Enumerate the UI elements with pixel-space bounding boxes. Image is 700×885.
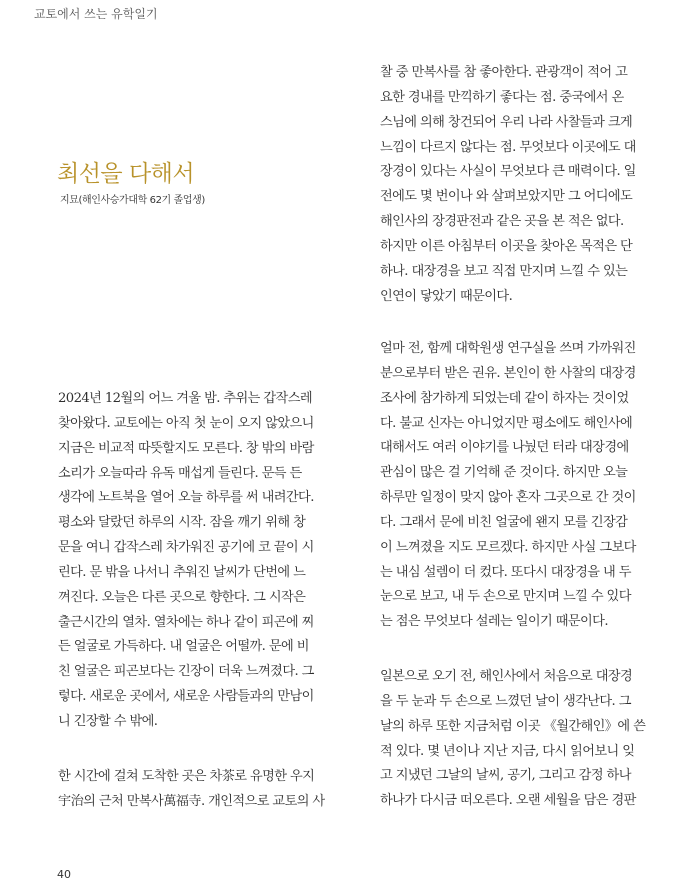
paragraph-line: 찾아왔다. 교토에는 아직 첫 눈이 오지 않았으니 [58,415,314,431]
paragraph-4 [380,337,636,635]
paragraph-line: 분으로부터 받은 권유. 본인이 한 사찰의 대장경 [380,365,636,381]
paragraph-line: 니 긴장할 수 밖에. [58,713,158,729]
paragraph-line: 친 얼굴은 피곤보다는 긴장이 더욱 느껴졌다. 그 [58,664,314,680]
paragraph-line: 렇다. 새로운 곳에서, 새로운 사람들과의 만남이 [58,689,314,705]
paragraph-line: 고 지냈던 그날의 날씨, 공기, 그리고 감정 하나 [380,768,631,784]
paragraph-line: 전에도 몇 번이나 와 살펴보았지만 그 어디에도 [380,189,633,205]
paragraph-1 [58,387,314,735]
paragraph-line: 2024년 12월의 어느 겨울 밤. 추위는 갑작스레 [58,391,312,406]
paragraph-line: 하나가 다시금 떠오른다. 오랜 세월을 담은 경판 [380,793,636,809]
article-byline: 지묘(해인사승가대학 62기 졸업생) [60,195,205,206]
paragraph-line: 하나. 대장경을 보고 직접 만지며 느낄 수 있는 [380,263,628,279]
page-number: 40 [57,868,71,881]
paragraph-line: 껴진다. 오늘은 다른 곳으로 향한다. 그 시작은 [58,589,306,605]
paragraph-line: 이 느껴졌을 지도 모르겠다. 하지만 사실 그보다 [380,539,636,555]
paragraph-line: 다. 그래서 문에 비친 얼굴에 왠지 모를 긴장감 [380,514,628,530]
paragraph-line: 宇治의 근처 만복사萬福寺. 개인적으로 교토의 사 [58,793,325,809]
paragraph-line: 인연이 닿았기 때문이다. [380,288,513,304]
paragraph-line: 조사에 참가하게 되었는데 같이 하자는 것이었 [380,390,629,406]
paragraph-line: 찰 중 만복사를 참 좋아한다. 관광객이 적어 고 [380,65,628,80]
paragraph-line: 든 얼굴로 가득하다. 내 얼굴은 어떨까. 문에 비 [58,639,309,655]
paragraph-line: 는 내심 설렘이 더 컸다. 또다시 대장경을 내 두 [380,564,631,580]
paragraph-line: 느낌이 다르지 않다는 점. 무엇보다 이곳에도 대 [380,139,636,155]
paragraph-line: 장경이 있다는 사실이 무엇보다 큰 매력이다. 일 [380,164,636,180]
paragraph-line: 을 두 눈과 두 손으로 느꼈던 날이 생각난다. 그 [380,693,631,709]
paragraph-line: 스님에 의해 창건되어 우리 나라 사찰들과 크게 [380,114,633,130]
paragraph-line: 린다. 문 밖을 나서니 추워진 날씨가 단번에 느 [58,564,306,580]
paragraph-line: 눈으로 보고, 내 두 손으로 만지며 느낄 수 있다 [380,589,631,605]
paragraph-line: 다. 불교 신자는 아니었지만 평소에도 해인사에 [380,415,633,431]
paragraph-line: 한 시간에 걸쳐 도착한 곳은 차茶로 유명한 우지 [58,769,315,784]
paragraph-line: 지금은 비교적 따뜻할지도 모른다. 창 밖의 바람 [58,440,314,456]
paragraph-line: 소리가 오늘따라 유독 매섭게 들린다. 문득 든 [58,465,302,481]
paragraph-line: 생각에 노트북을 열어 오늘 하루를 써 내려간다. [58,490,314,506]
paragraph-line: 날의 하루 또한 지금처럼 이곳 《월간해인》에 쓴 [380,718,646,734]
running-head: 교토에서 쓰는 유학일기 [34,7,158,21]
paragraph-5 [380,665,645,814]
paragraph-line: 평소와 달랐던 하루의 시작. 잠을 깨기 위해 창 [58,515,306,531]
paragraph-line: 해인사의 장경판전과 같은 곳을 본 적은 없다. [380,214,624,230]
paragraph-line: 출근시간의 열차. 열차에는 하나 같이 피곤에 찌 [58,614,314,630]
paragraph-line: 는 점은 무엇보다 설레는 일이기 때문이다. [380,614,608,630]
paragraph-line: 문을 여니 갑작스레 차가워진 공기에 코 끝이 시 [58,540,314,556]
paragraph-line: 대해서도 여러 이야기를 나눴던 터라 대장경에 [380,440,629,456]
paragraph-line: 하루만 일정이 맞지 않아 혼자 그곳으로 간 것이 [380,490,636,506]
paragraph-line: 하지만 이른 아침부터 이곳을 찾아온 목적은 단 [380,238,633,254]
paragraph-line: 관심이 많은 걸 기억해 준 것이다. 하지만 오늘 [380,465,628,481]
paragraph-line: 얼마 전, 함께 대학원생 연구실을 쓰며 가까워진 [380,341,636,356]
paragraph-line: 일본으로 오기 전, 해인사에서 처음으로 대장경 [380,669,633,684]
paragraph-3 [380,61,636,309]
paragraph-2 [58,765,325,815]
paragraph-line: 요한 경내를 만끽하기 좋다는 점. 중국에서 온 [380,89,624,105]
article-title: 최선을 다해서 [57,161,195,188]
paragraph-line: 적 있다. 몇 년이나 지난 지금, 다시 읽어보니 잊 [380,743,635,759]
